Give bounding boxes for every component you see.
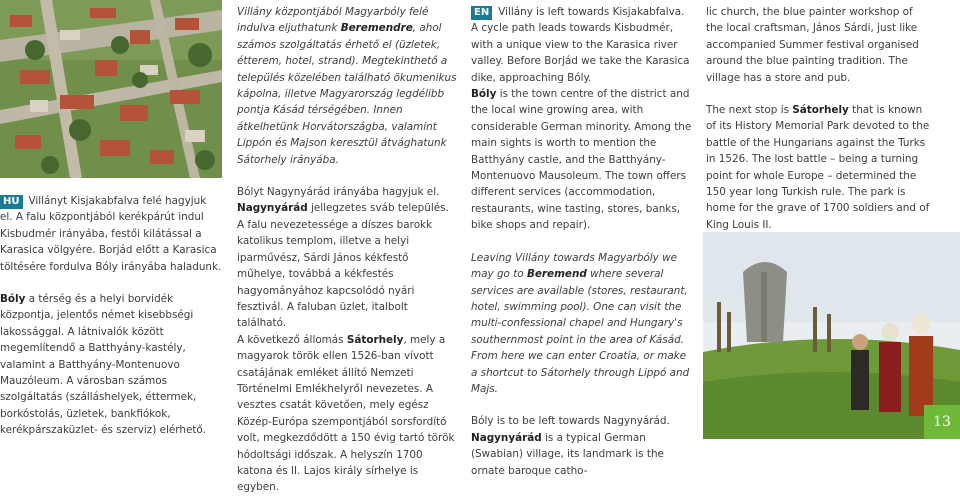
paragraph: [471, 86, 693, 234]
place-name: Sátorhely: [346, 333, 404, 346]
paragraph: [237, 4, 459, 168]
paragraph-text: Villány is left towards Kisjakabfalva. A cycle path leads towards Kisbudmér, with a unique view to the Karasica river valley. Before Borjád we take the Karasica dike, approaching Bóly.: [471, 6, 690, 84]
paragraph: Bóly is to be left towards Nagynyárád.: [471, 415, 670, 428]
paragraph-text: , mely a magyarok török ellen 1526-ban vívott csatájának emléket állító Nemzeti Történelmi Emlékhelyről nevezetes. A vesztes csatát követően, mely egész Közép-Európa szempontjából sorsfordító volt, megkezdődött a 150 évig tartó török hódoltsági időszak. A helyszín 1700 katona és II. Lajos király sírhelye is egyben.: [237, 333, 455, 494]
paragraph-text: Villány központjából Magyarbóly felé indulva eljuthatunk: [237, 6, 429, 35]
hungarian-column-right: [237, 4, 459, 496]
aerial-village-photo: [0, 0, 222, 178]
paragraph-text: is the town centre of the district and the local wine growing area, with considerable German minority. Among the main sights is worth to mention the Batthyány castle, and the Batthyány-Montenuovo Mausoleum. The town offers different services (accommodation, restaurants, wine tasting, stores, banks, bike shops and repair).: [471, 88, 692, 232]
paragraph: [471, 430, 693, 479]
paragraph: [471, 4, 693, 86]
paragraph: [237, 332, 459, 496]
place-name: Bóly: [0, 293, 26, 306]
place-name: Beremendre: [340, 22, 413, 35]
place-name: Beremend: [526, 268, 587, 281]
paragraph-text: Leaving Villány towards Magyarbóly we may go to: [471, 251, 678, 281]
paragraph: Bólyt Nagynyárád irányába hagyjuk el.: [237, 186, 440, 199]
paragraph-text: , ahol számos szolgáltatás érhető el (üzletek, étterem, hotel, strand). Megtekinthető a település közelében található ökumenikus kápolna, illetve Magyarország legdélibb pontja Kásád térségében. Innen átkelhetünk Horvátországba, valamint Lippón és Majson keresztül átvághatunk Sátorhely irányába.: [237, 22, 457, 166]
paragraph-text: The next stop is: [706, 104, 793, 117]
paragraph-text: Villányt Kisjakabfalva felé hagyjuk el. A falu központjából kerékpárút indul Kisbudmér irányába, festői kilátással a Karasica völgyére. Borjád előtt a Karasica töltésére fordulva Bóly irányába haladunk.: [0, 195, 222, 273]
memorial-park-photo: [703, 232, 960, 439]
paragraph: [706, 102, 932, 233]
english-column-right: [706, 4, 932, 233]
paragraph-text: A következő állomás: [237, 333, 347, 346]
english-column-left: [471, 4, 693, 479]
place-name: Sátorhely: [792, 104, 849, 117]
place-name: Nagynyárád: [471, 431, 542, 444]
paragraph-text: is a typical German (Swabian) village, its landmark is the ornate baroque catho-: [471, 431, 664, 477]
paragraph-text: a térség és a helyi borvidék központja, jelentős német kisebbségi lakossággal. A látnivalók között megemlítendő a Batthyány-kastély, valamint a Batthyány-Montenuovo Mauzóleum. A városban számos szolgáltatás (szálláshelyek, éttermek, borkóstolás, üzletek, bankfiókok, kerékpárszaküzlet- és szerviz) elérhető.: [0, 293, 207, 437]
paragraph: lic church, the blue painter workshop of the local craftsman, János Sárdi, just like accompanied Summer festival organised around the blue painting tradition. The village has a store and pub.: [706, 6, 919, 84]
paragraph-text: where several services are available (stores, restaurant, hotel, swimming pool). One can visit the multi-confessional chapel and Hungary's southernmost point in the area of Kásád. From here we can enter Croatia, or make a shortcut to Sátorhely through Lippó and Majs.: [471, 268, 690, 395]
place-name: Nagynyárád: [237, 202, 308, 215]
paragraph-text: that is known of its History Memorial Park devoted to the battle of the Hungarians against the Turks in 1526. The lost battle – being a turning point for whole Europe – determined the 150 year long Turkish rule. The park is home for the grave of 1700 soldiers and of King Louis II.: [706, 104, 930, 231]
hungarian-column-left: [0, 193, 222, 439]
paragraph-text: jellegzetes sváb település. A falu nevezetessége a díszes barokk katolikus templom, illetve a helyi iparművész, Sárdi János kékfestő műhelye, továbbá a kékfestés hagyományához kapcsolódó nyári fesztivál. A faluban üzlet, italbolt található.: [237, 202, 449, 330]
paragraph: [0, 193, 222, 275]
paragraph: [0, 291, 222, 439]
page-number-badge: 13: [924, 405, 960, 439]
paragraph: [237, 200, 459, 331]
hu-language-tag: HU: [0, 195, 23, 209]
place-name: Bóly: [471, 88, 497, 101]
en-language-tag: EN: [471, 6, 492, 20]
paragraph: [471, 250, 693, 398]
